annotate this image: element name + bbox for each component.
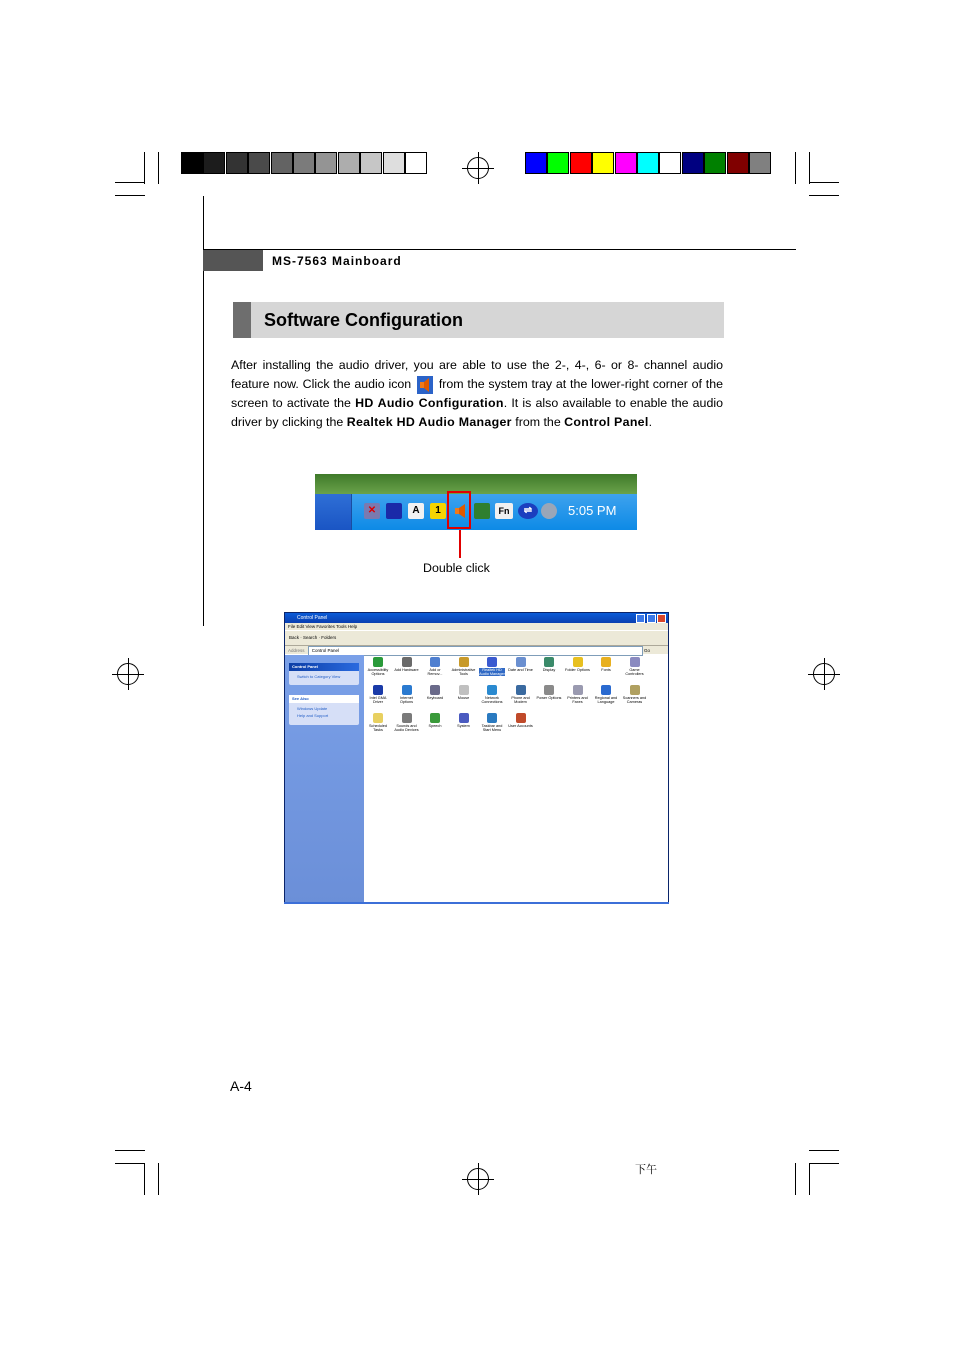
control-panel-item[interactable] bbox=[593, 657, 619, 672]
control-panel-item[interactable] bbox=[622, 685, 648, 704]
header-tab bbox=[203, 250, 263, 271]
crop-mark bbox=[809, 152, 810, 184]
control-panel-window bbox=[284, 612, 669, 903]
control-panel-item-icon bbox=[573, 685, 583, 695]
control-panel-item-label: Phone and Modem bbox=[511, 696, 530, 704]
registration-mark-icon bbox=[813, 663, 835, 685]
control-panel-item-icon bbox=[373, 713, 383, 723]
crop-mark bbox=[809, 1163, 839, 1164]
crop-mark bbox=[809, 1150, 839, 1151]
control-panel-item-label: Speech bbox=[428, 724, 442, 728]
registration-mark-icon bbox=[467, 157, 489, 179]
disc-icon[interactable] bbox=[541, 503, 557, 519]
crop-mark bbox=[115, 1150, 145, 1151]
task-pane bbox=[285, 655, 364, 903]
toolbar bbox=[285, 630, 668, 646]
calibration-swatch bbox=[226, 152, 248, 174]
control-panel-item-icon bbox=[402, 713, 412, 723]
control-panel-item[interactable] bbox=[365, 713, 391, 732]
calibration-swatch bbox=[592, 152, 614, 174]
system-tray-screenshot bbox=[315, 474, 637, 530]
calibration-swatch bbox=[293, 152, 315, 174]
control-panel-item-icon bbox=[601, 685, 611, 695]
control-panel-item-label: Administrative Tools bbox=[451, 668, 476, 676]
crop-mark bbox=[795, 1163, 796, 1195]
control-panel-item-icon bbox=[373, 657, 383, 667]
toolbar-labels[interactable]: Back · Search · Folders bbox=[289, 635, 337, 640]
control-panel-item-icon bbox=[630, 657, 640, 667]
calibration-swatch bbox=[525, 152, 547, 174]
sync-icon[interactable]: ⇌ bbox=[518, 503, 538, 519]
control-panel-item-icon bbox=[573, 657, 583, 667]
control-panel-item-icon bbox=[544, 657, 554, 667]
menu-bar[interactable]: File Edit View Favorites Tools Help bbox=[285, 623, 668, 630]
control-panel-item-icon bbox=[402, 657, 412, 667]
control-panel-item-icon bbox=[430, 713, 440, 723]
crop-mark bbox=[809, 1163, 810, 1195]
control-panel-item[interactable] bbox=[451, 657, 477, 676]
control-panel-item[interactable] bbox=[451, 685, 477, 700]
control-panel-item-label: Date and Time bbox=[508, 668, 533, 672]
control-panel-item-icon bbox=[516, 685, 526, 695]
section-heading-accent bbox=[233, 302, 251, 338]
calibration-swatch bbox=[315, 152, 337, 174]
calibration-swatch bbox=[659, 152, 681, 174]
crop-mark bbox=[158, 152, 159, 184]
close-button[interactable] bbox=[657, 614, 666, 623]
crop-mark bbox=[795, 152, 796, 184]
crop-mark bbox=[115, 182, 145, 183]
header-rule bbox=[203, 249, 796, 250]
control-panel-item-label: Sounds and Audio Devices bbox=[394, 724, 419, 732]
calibration-swatch bbox=[181, 152, 203, 174]
control-panel-item[interactable] bbox=[536, 685, 562, 700]
control-panel-item[interactable] bbox=[365, 685, 391, 704]
control-panel-item[interactable] bbox=[394, 657, 420, 672]
control-panel-item[interactable] bbox=[422, 685, 448, 700]
control-panel-item-label: Scheduled Tasks bbox=[369, 724, 387, 732]
control-panel-item[interactable] bbox=[479, 713, 505, 732]
control-panel-item-label: Game Controllers bbox=[625, 668, 644, 676]
clock[interactable]: 5:05 PM bbox=[568, 503, 617, 518]
control-panel-item-icon bbox=[373, 685, 383, 695]
calibration-swatch bbox=[338, 152, 360, 174]
control-panel-item-label: Display bbox=[542, 668, 556, 672]
control-panel-item-label: Add or Remov... bbox=[427, 668, 443, 676]
control-panel-item[interactable] bbox=[394, 713, 420, 732]
calibration-swatch bbox=[383, 152, 405, 174]
switch-view-link[interactable]: Switch to Category View bbox=[297, 674, 341, 679]
calibration-swatch bbox=[271, 152, 293, 174]
calibration-swatch bbox=[637, 152, 659, 174]
control-panel-item-label: Fonts bbox=[601, 668, 611, 672]
control-panel-item[interactable] bbox=[536, 657, 562, 672]
crop-mark bbox=[144, 1163, 145, 1195]
control-panel-item-label: Scanners and Cameras bbox=[622, 696, 647, 704]
paragraph-text: After installing the audio driver, you are able to use the 2-, 4-, 6- or 8- channel audio feature now. Click the audio icon bbox=[231, 358, 723, 391]
control-panel-item-label: System bbox=[457, 724, 470, 728]
control-panel-item[interactable] bbox=[593, 685, 619, 704]
control-panel-box bbox=[289, 663, 359, 685]
font-a-icon[interactable]: A bbox=[408, 503, 424, 519]
paragraph-text: . It is also available to enable the audio driver by clicking the bbox=[231, 396, 723, 429]
crop-mark bbox=[115, 1163, 145, 1164]
calibration-swatch bbox=[570, 152, 592, 174]
calibration-swatch bbox=[615, 152, 637, 174]
control-panel-item-icon bbox=[544, 685, 554, 695]
control-panel-item[interactable] bbox=[508, 713, 534, 728]
address-label: Address bbox=[288, 648, 305, 653]
paragraph-text: . bbox=[648, 415, 653, 429]
calibration-swatch bbox=[203, 152, 225, 174]
window-controls bbox=[636, 614, 666, 625]
maximize-button[interactable] bbox=[647, 614, 656, 623]
calibration-swatch bbox=[248, 152, 270, 174]
control-panel-item[interactable] bbox=[394, 685, 420, 704]
desktop-strip bbox=[315, 474, 637, 494]
calibration-swatch bbox=[682, 152, 704, 174]
calibration-swatch bbox=[704, 152, 726, 174]
control-panel-item[interactable] bbox=[565, 657, 591, 672]
calibration-swatch bbox=[727, 152, 749, 174]
body-paragraph bbox=[231, 356, 723, 432]
control-panel-item[interactable] bbox=[622, 657, 648, 676]
window-bottom-rule bbox=[284, 902, 669, 904]
control-panel-item-label: Keyboard bbox=[426, 696, 444, 700]
panel-heading: Control Panel bbox=[289, 663, 359, 671]
control-panel-item-label: Intel GMA Driver bbox=[369, 696, 387, 704]
control-panel-item[interactable] bbox=[479, 657, 505, 676]
control-panel-item[interactable] bbox=[479, 685, 505, 704]
control-panel-item-label: Printers and Faxes bbox=[567, 696, 588, 704]
control-panel-item-label: Regional and Language bbox=[594, 696, 618, 704]
control-panel-item-icon bbox=[630, 685, 640, 695]
callout-line bbox=[459, 530, 461, 558]
control-panel-item-label: Internet Options bbox=[399, 696, 414, 704]
control-panel-item[interactable] bbox=[422, 657, 448, 676]
control-panel-item[interactable] bbox=[508, 685, 534, 704]
control-panel-item-icon bbox=[487, 713, 497, 723]
corner-mark: 下午 bbox=[635, 1163, 657, 1176]
paragraph-text: from the bbox=[515, 415, 561, 429]
see-also-box bbox=[289, 695, 359, 725]
control-panel-item-label: Mouse bbox=[457, 696, 470, 700]
control-panel-item-label: Power Options bbox=[536, 696, 562, 700]
page-title: Software Configuration bbox=[264, 310, 463, 330]
calibration-swatch bbox=[547, 152, 569, 174]
registration-mark-icon bbox=[117, 663, 139, 685]
page-number: A-4 bbox=[230, 1078, 252, 1094]
calibration-swatch bbox=[749, 152, 771, 174]
control-panel-item-icon bbox=[516, 713, 526, 723]
minimize-button[interactable] bbox=[636, 614, 645, 623]
control-panel-item-icon bbox=[459, 685, 469, 695]
control-panel-item-icon bbox=[487, 657, 497, 667]
control-panel-item-icon bbox=[459, 713, 469, 723]
callout-label: Double click bbox=[423, 561, 490, 575]
calibration-swatch bbox=[360, 152, 382, 174]
control-panel-item-icon bbox=[402, 685, 412, 695]
control-panel-item-label: Network Connections bbox=[481, 696, 503, 704]
control-panel-item[interactable] bbox=[422, 713, 448, 728]
control-panel-item-icon bbox=[430, 685, 440, 695]
highlight-box bbox=[447, 491, 471, 529]
control-panel-term: Control Panel bbox=[564, 415, 649, 429]
control-panel-item-label: Taskbar and Start Menu bbox=[481, 724, 503, 732]
control-panel-item-label: Folder Options bbox=[565, 668, 590, 672]
control-panel-item-icon bbox=[430, 657, 440, 667]
control-panel-item[interactable] bbox=[451, 713, 477, 728]
speaker-icon bbox=[417, 376, 433, 394]
see-also-link[interactable]: Windows Update bbox=[297, 706, 328, 711]
monitor-icon[interactable] bbox=[474, 503, 490, 519]
registration-mark-icon bbox=[467, 1168, 489, 1190]
panel-heading: See Also bbox=[289, 695, 359, 703]
control-panel-item-icon bbox=[487, 685, 497, 695]
paragraph-text: from the system tray at the lower-right corner of the screen to activate the bbox=[231, 377, 723, 410]
crop-mark bbox=[144, 152, 145, 184]
control-panel-item[interactable] bbox=[508, 657, 534, 672]
control-panel-item-label: Accessibility Options bbox=[367, 668, 389, 676]
hd-audio-config-term: HD Audio Configuration bbox=[355, 396, 504, 410]
see-also-link[interactable]: Help and Support bbox=[297, 713, 329, 718]
control-panel-item-icon bbox=[516, 657, 526, 667]
realtek-manager-term: Realtek HD Audio Manager bbox=[346, 415, 512, 429]
header-model: MS-7563 Mainboard bbox=[272, 254, 402, 268]
items-grid bbox=[365, 657, 669, 903]
crop-mark bbox=[158, 1163, 159, 1195]
warning-icon[interactable]: 1 bbox=[430, 503, 446, 519]
address-bar bbox=[285, 646, 668, 654]
calibration-swatch bbox=[405, 152, 427, 174]
book-icon[interactable] bbox=[386, 503, 402, 519]
section-heading bbox=[233, 302, 724, 338]
control-panel-item[interactable] bbox=[365, 657, 391, 676]
control-panel-item-label: Add Hardware bbox=[394, 668, 419, 672]
control-panel-item-icon bbox=[459, 657, 469, 667]
address-input[interactable]: Control Panel bbox=[308, 646, 643, 656]
window-title: Control Panel bbox=[285, 613, 668, 623]
control-panel-item-label: Realtek HD Audio Manager bbox=[479, 668, 505, 676]
crop-mark bbox=[809, 182, 839, 183]
crop-mark bbox=[115, 195, 145, 196]
control-panel-item[interactable] bbox=[565, 685, 591, 704]
crop-mark bbox=[809, 195, 839, 196]
network-warning-icon[interactable]: ✕ bbox=[364, 503, 380, 519]
go-button[interactable]: Go bbox=[644, 648, 651, 653]
control-panel-item-label: User Accounts bbox=[508, 724, 533, 728]
control-panel-item-icon bbox=[601, 657, 611, 667]
fn-key-icon[interactable]: Fn bbox=[495, 503, 513, 519]
